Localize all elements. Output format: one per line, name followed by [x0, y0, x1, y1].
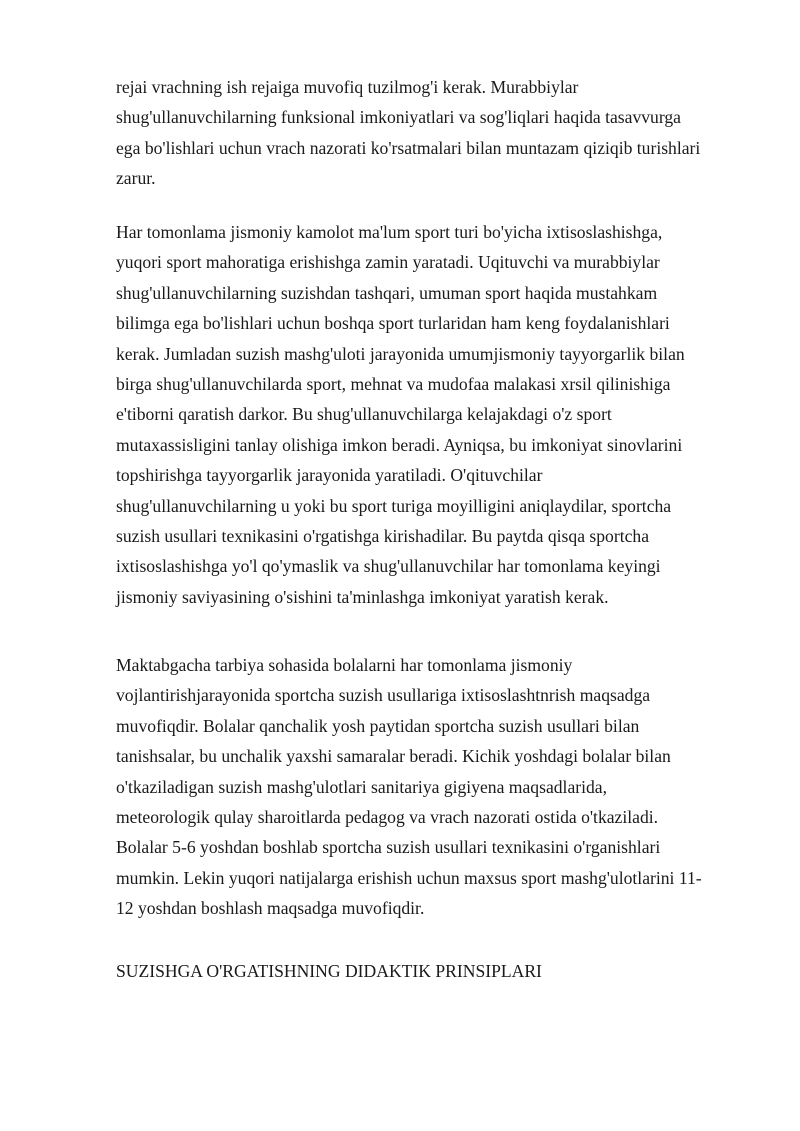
paragraph-line: ixtisoslashishga yo'l qo'ymaslik va shug'ullanuvchilar har tomonlama keyingi [116, 556, 661, 577]
paragraph-line: jismoniy saviyasining o'sishini ta'minlashga imkoniyat yaratish kerak. [116, 586, 609, 607]
section-heading-text: SUZISHGA O'RGATISHNING DIDAKTIK PRINSIPLARI [116, 961, 542, 981]
paragraph-line: tanishsalar, bu unchalik yaxshi samaralar beradi. Kichik yoshdagi bolalar bilan [116, 746, 671, 767]
paragraph-line: Bolalar 5-6 yoshdan boshlab sportcha suzish usullari texnikasini o'rganishlari [116, 837, 661, 858]
paragraph-line: topshirishga tayyorgarlik jarayonida yaratiladi. O'qituvchilar [116, 465, 543, 486]
paragraph-line: rejai vrachning ish rejaiga muvofiq tuzilmog'i kerak. Murabbiylar [116, 77, 579, 97]
paragraph-line: e'tiborni qaratish darkor. Bu shug'ullanuvchilarga kelajakdagi o'z sport [116, 404, 612, 425]
paragraph-line: 12 yoshdan boshlash maqsadga muvofiqdir. [116, 898, 425, 919]
paragraph-line: kerak. Jumladan suzish mashg'uloti jarayonida umumjismoniy tayyorgarlik bilan [116, 343, 685, 364]
paragraph-line: shug'ullanuvchilarning funksional imkoniyatlari va sog'liqlari haqida tasavvurga [116, 107, 681, 128]
paragraph-line: bilimga ega bo'lishlari uchun boshqa sport turlaridan ham keng foydalanishlari [116, 313, 670, 334]
paragraph-line: shug'ullanuvchilarning suzishdan tashqari, umuman sport haqida mustahkam [116, 282, 658, 303]
paragraph-line: Har tomonlama jismoniy kamolot ma'lum sport turi bo'yicha ixtisoslashishga, [116, 222, 663, 242]
paragraph-line: zarur. [116, 168, 156, 189]
paragraph-line: shug'ullanuvchilarning u yoki bu sport turiga moyilligini aniqlaydilar, sportcha [116, 495, 672, 516]
paragraph-3 [116, 650, 746, 924]
paragraph-line: ega bo'lishlari uchun vrach nazorati ko'rsatmalari bilan muntazam qiziqib turishlari [116, 137, 701, 158]
paragraph-line: birga shug'ullanuvchilarda sport, mehnat va mudofaa malakasi xrsil qilinishiga [116, 373, 671, 394]
paragraph-line: muvofiqdir. Bolalar qanchalik yosh paytidan sportcha suzish usullari bilan [116, 715, 640, 736]
paragraph-line: mumkin. Lekin yuqori natijalarga erishish uchun maxsus sport mashg'ulotlarini 11- [116, 867, 702, 888]
paragraph-line: Maktabgacha tarbiya sohasida bolalarni har tomonlama jismoniy [116, 655, 573, 675]
paragraph-line: vojlantirishjarayonida sportcha suzish usullariga ixtisoslashtnrish maqsadga [116, 685, 651, 706]
paragraph-line: suzish usullari texnikasini o'rgatishga kirishadilar. Bu paytda qisqa sportcha [116, 525, 650, 546]
paragraph-2 [116, 217, 746, 612]
paragraph-line: o'tkaziladigan suzish mashg'ulotlari sanitariya gigiyena maqsadlarida, [116, 776, 608, 797]
paragraph-line: yuqori sport mahoratiga erishishga zamin yaratadi. Uqituvchi va murabbiylar [116, 252, 660, 273]
paragraph-line: meteorologik qulay sharoitlarda pedagog va vrach nazorati ostida o'tkaziladi. [116, 806, 659, 827]
paragraph-line: mutaxassisligini tanlay olishiga imkon beradi. Ayniqsa, bu imkoniyat sinovlarini [116, 434, 683, 455]
section-heading [116, 956, 746, 986]
paragraph-1 [116, 72, 746, 194]
